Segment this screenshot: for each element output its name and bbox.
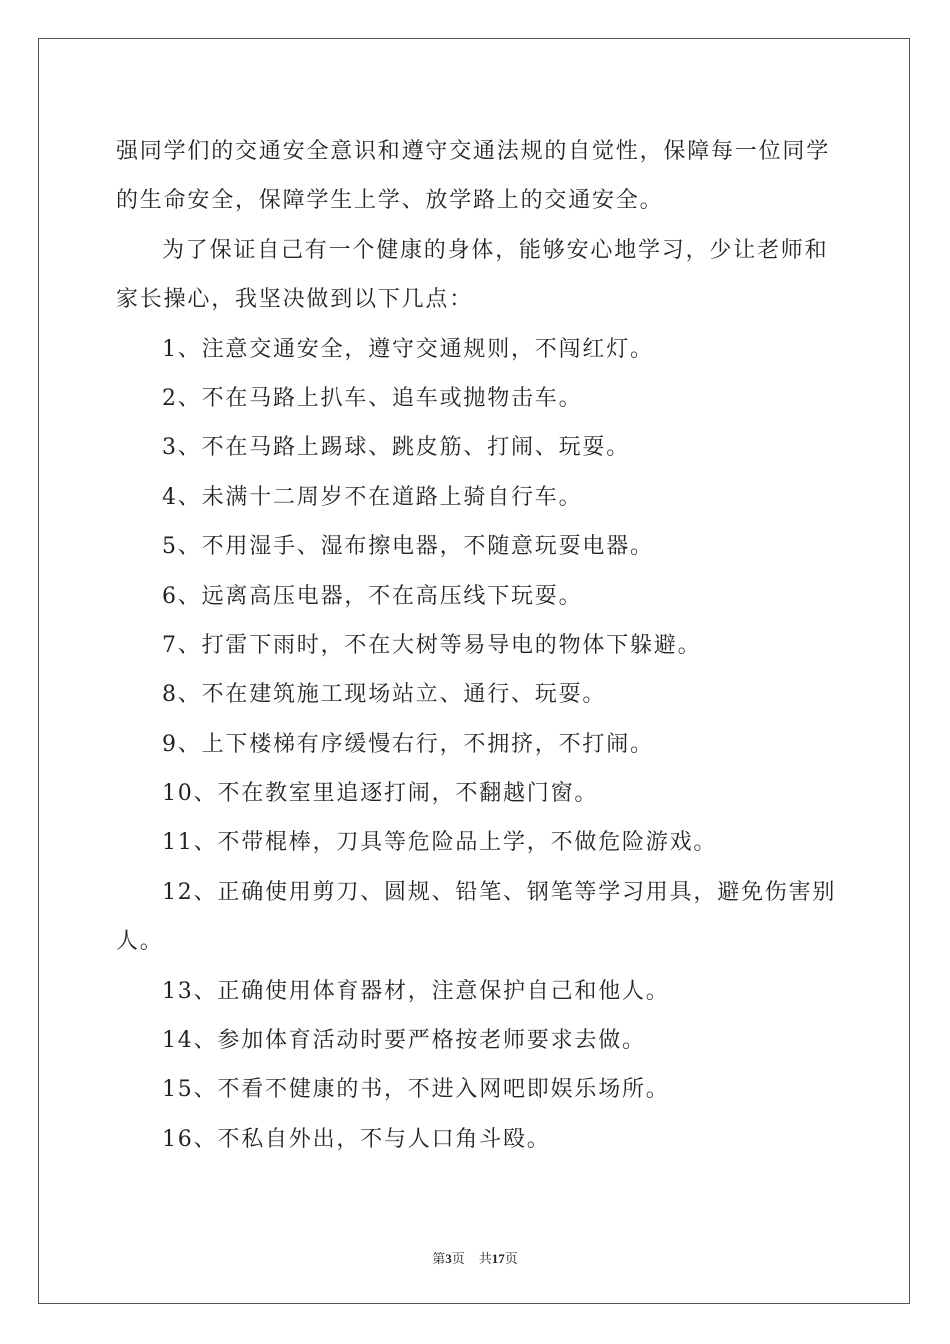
paragraph-start: 为了保证自己有一个健康的身体，能够安心地学习，少让老师和 (162, 237, 829, 263)
list-item: 2、不在马路上扒车、追车或抛物击车。 (162, 385, 583, 411)
list-item: 7、打雷下雨时，不在大树等易导电的物体下躲避。 (162, 632, 702, 658)
page-suffix: 页 (451, 1252, 465, 1267)
page-number: 3 (445, 1251, 452, 1266)
list-item: 4、未满十二周岁不在道路上骑自行车。 (162, 484, 583, 510)
total-prefix: 共 (478, 1252, 492, 1267)
total-pages: 17 (491, 1251, 505, 1266)
list-item: 9、上下楼梯有序缓慢右行，不拥挤，不打闹。 (162, 731, 654, 757)
list-item: 16、不私自外出，不与人口角斗殴。 (162, 1126, 551, 1152)
text-line: 强同学们的交通安全意识和遵守交通法规的自觉性，保障每一位同学 (116, 139, 831, 164)
list-item: 11、不带棍棒，刀具等危险品上学，不做危险游戏。 (162, 830, 718, 856)
page-footer (0, 1248, 950, 1267)
list-item: 13、正确使用体育器材，注意保护自己和他人。 (162, 978, 670, 1004)
list-item: 3、不在马路上踢球、跳皮筋、打闹、玩耍。 (162, 435, 630, 461)
document-body (116, 127, 836, 1164)
list-item: 1、注意交通安全，遵守交通规则，不闯红灯。 (162, 336, 654, 362)
page-prefix: 第 (432, 1252, 446, 1267)
list-item: 14、参加体育活动时要严格按老师要求去做。 (162, 1028, 646, 1054)
list-item: 8、不在建筑施工现场站立、通行、玩耍。 (162, 682, 607, 708)
text-line: 的生命安全，保障学生上学、放学路上的交通安全。 (116, 188, 664, 214)
text-line: 家长操心，我坚决做到以下几点： (116, 287, 474, 313)
list-item: 5、不用湿手、湿布擦电器，不随意玩耍电器。 (162, 534, 654, 560)
list-item-continuation: 人。 (116, 929, 164, 955)
list-item: 6、远离高压电器，不在高压线下玩耍。 (162, 583, 583, 609)
total-suffix: 页 (504, 1252, 518, 1267)
list-item: 12、正确使用剪刀、圆规、铅笔、钢笔等学习用具，避免伤害别 (162, 879, 837, 905)
list-item: 15、不看不健康的书，不进入网吧即娱乐场所。 (162, 1077, 670, 1103)
list-item: 10、不在教室里追逐打闹，不翻越门窗。 (162, 781, 599, 807)
